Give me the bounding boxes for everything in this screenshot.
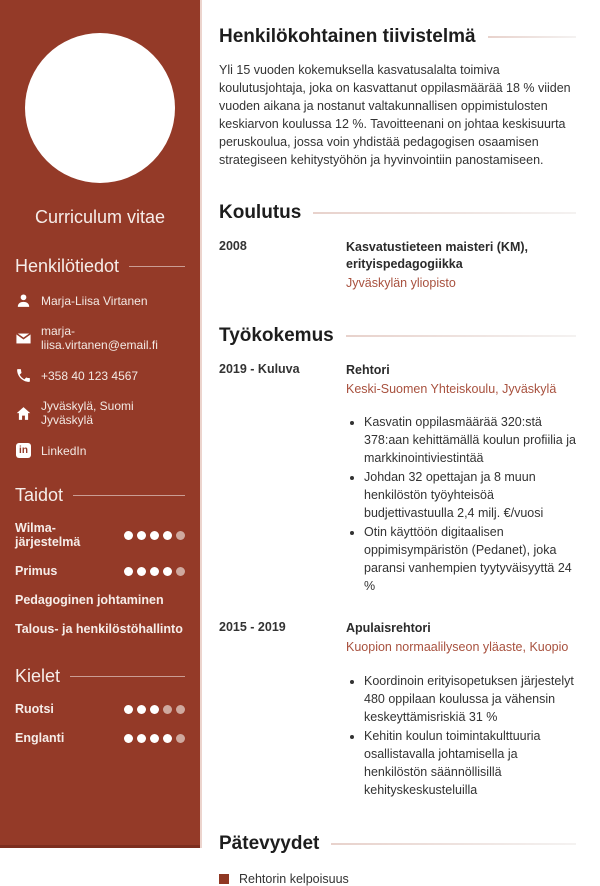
contact-location: Jyväskylä, Suomi Jyväskylä [41,399,134,427]
qualification-item [219,872,576,886]
skills-heading-label: Taidot [15,485,64,505]
contact-phone: +358 40 123 4567 [41,368,139,383]
contact-row-location [0,399,200,427]
language-row [0,702,200,716]
contact-row-linkedin [0,442,200,459]
contact-row-name [0,292,200,309]
education-institution: Jyväskylän yliopisto [346,275,456,290]
education-degree: Kasvatustieteen maisteri (KM), erityispedagogiikka [346,240,529,271]
profile-photo-placeholder [25,33,175,183]
home-icon [15,405,32,422]
languages-heading-label: Kielet [15,666,61,686]
person-icon [15,292,32,309]
education-entry [219,239,576,292]
experience-entry [219,620,576,800]
heading-divider [346,335,576,337]
square-bullet-icon [219,874,229,884]
experience-organization: Keski-Suomen Yhteiskoulu, Jyväskylä [346,381,557,396]
language-rating-dots [120,705,185,714]
summary-section-heading [219,26,576,48]
experience-entry [219,362,576,597]
experience-title: Rehtori [346,362,390,377]
main-content [219,0,576,886]
contact-linkedin[interactable]: LinkedIn [41,443,87,458]
education-section-heading [219,202,576,224]
heading-divider [129,266,185,267]
language-label: Ruotsi [15,702,54,716]
linkedin-icon [15,442,32,459]
summary-text: Yli 15 vuoden kokemuksella kasvatusalalta toimiva koulutusjohtaja, joka on kasvattanut oppilasmäärää 18 % viiden vuoden aikana ja nostanut valtakunnallisen oppimistulosten keskiarvon koulussa 12 %. Tavoitteenani on johtaa keskisuurta peruskoulua, jossa voin yhdistää pedagogisen osaamisen strategiseen kehitystyöhön ja hyvinvointiin panostamiseen. [219,63,571,167]
skill-label: Pedagoginen johtaminen [15,593,164,607]
skill-row [0,564,200,578]
contact-section-heading [0,256,200,277]
skill-label: Talous- ja henkilöstöhallinto [15,622,183,636]
experience-bullet-list [346,413,576,595]
phone-icon [15,367,32,384]
heading-divider [73,495,185,496]
skill-row [0,521,200,549]
languages-section-heading [0,666,200,687]
language-row [0,731,200,745]
contact-name: Marja-Liisa Virtanen [41,293,148,308]
education-period: 2008 [219,239,247,253]
skill-rating-dots [120,531,185,540]
experience-bullet-list [346,672,576,799]
education-heading-label: Koulutus [219,202,302,223]
heading-divider [488,36,576,38]
qualifications-section-heading [219,833,576,855]
heading-divider [70,676,185,677]
skill-label: Wilma-järjestelmä [15,521,81,549]
skill-label: Primus [15,564,58,578]
contact-row-phone [0,367,200,384]
skill-row [0,622,200,636]
experience-section-heading [219,325,576,347]
sidebar [0,0,202,848]
email-icon [15,330,32,347]
language-label: Englanti [15,731,65,745]
skill-rating-dots [120,567,185,576]
qualifications-heading-label: Pätevyydet [219,833,320,855]
heading-divider [331,843,576,845]
skill-row [0,593,200,607]
experience-period: 2019 - Kuluva [219,361,300,376]
heading-divider [313,212,576,214]
contact-row-email [0,324,200,352]
summary-heading-label: Henkilökohtainen tiivistelmä [219,26,476,47]
language-rating-dots [120,734,185,743]
contact-heading-label: Henkilötiedot [15,256,120,276]
experience-bullet: • Kasvatin oppilasmäärää 320:stä 378:aan kehittämällä koulun profiilia ja markkinointiviestintää [364,413,576,467]
contact-list [0,292,200,459]
experience-period: 2015 - 2019 [219,620,286,635]
experience-bullet: • Otin käyttöön digitaalisen oppimisympäristön (Pedanet), joka paransi vanhempien tyytyväisyyttä 24 % [364,523,576,595]
experience-title: Apulaisrehtori [346,621,431,636]
contact-email[interactable]: marja-liisa.virtanen@email.fi [41,324,158,352]
experience-bullet: • Johdan 32 opettajan ja 8 muun henkilöstön työyhteisöä budjettivastuulla 2,4 milj. €/vuosi [364,468,576,522]
experience-heading-label: Työkokemus [219,324,334,346]
experience-organization: Kuopion normaalilyseon yläaste, Kuopio [346,640,569,655]
cv-title: Curriculum vitae [34,207,166,227]
skills-section-heading [0,485,200,506]
qualification-label: Rehtorin kelpoisuus [239,872,349,886]
experience-bullet: • Koordinoin erityisopetuksen järjestelyt 480 oppilaan koulussa ja vähensin keskeyttämisriskiä 31 % [364,672,576,726]
experience-bullet: • Kehitin koulun toimintakulttuuria osallistavalla johtamisella ja henkilöstön säännöllisillä kehityskeskusteluilla [364,727,576,799]
